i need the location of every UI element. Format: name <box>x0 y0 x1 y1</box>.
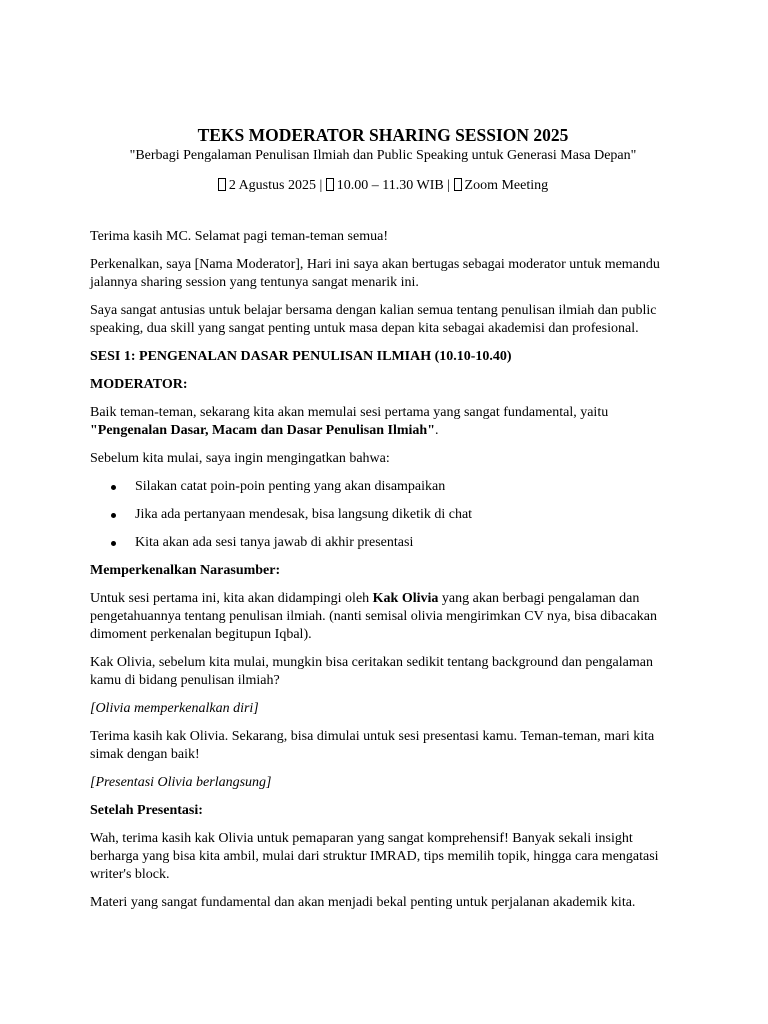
calendar-icon <box>218 178 226 191</box>
stage-note-introduction: [Olivia memperkenalkan diri] <box>90 701 259 716</box>
list-item: Jika ada pertanyaan mendesak, bisa langsung diketik di chat <box>135 506 680 524</box>
document-title: TEKS MODERATOR SHARING SESSION 2025 <box>197 125 569 145</box>
speaker-name: Kak Olivia <box>372 591 439 606</box>
event-platform: Zoom Meeting <box>464 178 549 193</box>
speaker-intro-text: Untuk sesi pertama ini, kita akan didampingi oleh <box>90 591 373 606</box>
paragraph-reminder: Sebelum kita mulai, saya ingin mengingatkan bahwa: <box>90 451 390 466</box>
document-page <box>90 124 680 922</box>
clock-icon <box>326 178 334 191</box>
after-presentation-label: Setelah Presentasi: <box>90 803 203 818</box>
paragraph-session-opening <box>90 404 680 440</box>
paragraph-introduction: Perkenalkan, saya [Nama Moderator], Hari ini saya akan bertugas sebagai moderator untuk memandu jalannya sharing session yang tentunya sangat menarik ini. <box>90 257 660 290</box>
event-meta <box>86 177 680 195</box>
list-item: Kita akan ada sesi tanya jawab di akhir presentasi <box>135 534 680 552</box>
speaker-intro-rest: yang akan berbagi pengalaman dan pengetahuannya tentang penulisan ilmiah. (nanti semisal olivia mengirimkan CV nya, bisa dibacakan dimoment perkenalan begitupun Iqbal). <box>90 591 657 642</box>
document-body <box>90 228 680 912</box>
session-topic-title: "Pengenalan Dasar, Macam dan Dasar Penulisan Ilmiah" <box>90 423 435 438</box>
document-subtitle: "Berbagi Pengalaman Penulisan Ilmiah dan Public Speaking untuk Generasi Masa Depan" <box>129 148 637 163</box>
paragraph-start-presentation: Terima kasih kak Olivia. Sekarang, bisa dimulai untuk sesi presentasi kamu. Teman-teman, mari kita simak dengan baik! <box>90 729 655 762</box>
event-date: 2 Agustus 2025 | <box>228 178 323 193</box>
laptop-icon <box>454 178 462 191</box>
paragraph-enthusiasm: Saya sangat antusias untuk belajar bersama dengan kalian semua tentang penulisan ilmiah dan public speaking, dua skill yang sangat penting untuk masa depan kita sebagai akademisi dan profesional. <box>90 303 657 336</box>
session-opening-text: Baik teman-teman, sekarang kita akan memulai sesi pertama yang sangat fundamental, yaitu <box>90 405 609 420</box>
paragraph-speaker-question: Kak Olivia, sebelum kita mulai, mungkin bisa ceritakan sedikit tentang background dan pengalaman kamu di bidang penulisan ilmiah? <box>90 655 653 688</box>
paragraph-speaker-intro <box>90 590 680 644</box>
paragraph-greeting: Terima kasih MC. Selamat pagi teman-teman semua! <box>90 229 388 244</box>
stage-note-presentation: [Presentasi Olivia berlangsung] <box>90 775 272 790</box>
paragraph-thanks: Wah, terima kasih kak Olivia untuk pemaparan yang sangat komprehensif! Banyak sekali insight berharga yang bisa kita ambil, mulai dari struktur IMRAD, tips memilih topik, hingga cara mengatasi writer's block. <box>90 831 659 882</box>
list-item: Silakan catat poin-poin penting yang akan disampaikan <box>135 478 680 496</box>
moderator-label: MODERATOR: <box>90 377 188 392</box>
session-opening-period: . <box>434 423 439 438</box>
session-1-heading: SESI 1: PENGENALAN DASAR PENULISAN ILMIAH (10.10-10.40) <box>90 349 512 364</box>
speaker-intro-label: Memperkenalkan Narasumber: <box>90 563 281 578</box>
reminder-list <box>90 478 680 552</box>
paragraph-closing: Materi yang sangat fundamental dan akan menjadi bekal penting untuk perjalanan akademik kita. <box>90 895 636 910</box>
event-time: 10.00 – 11.30 WIB | <box>336 178 451 193</box>
